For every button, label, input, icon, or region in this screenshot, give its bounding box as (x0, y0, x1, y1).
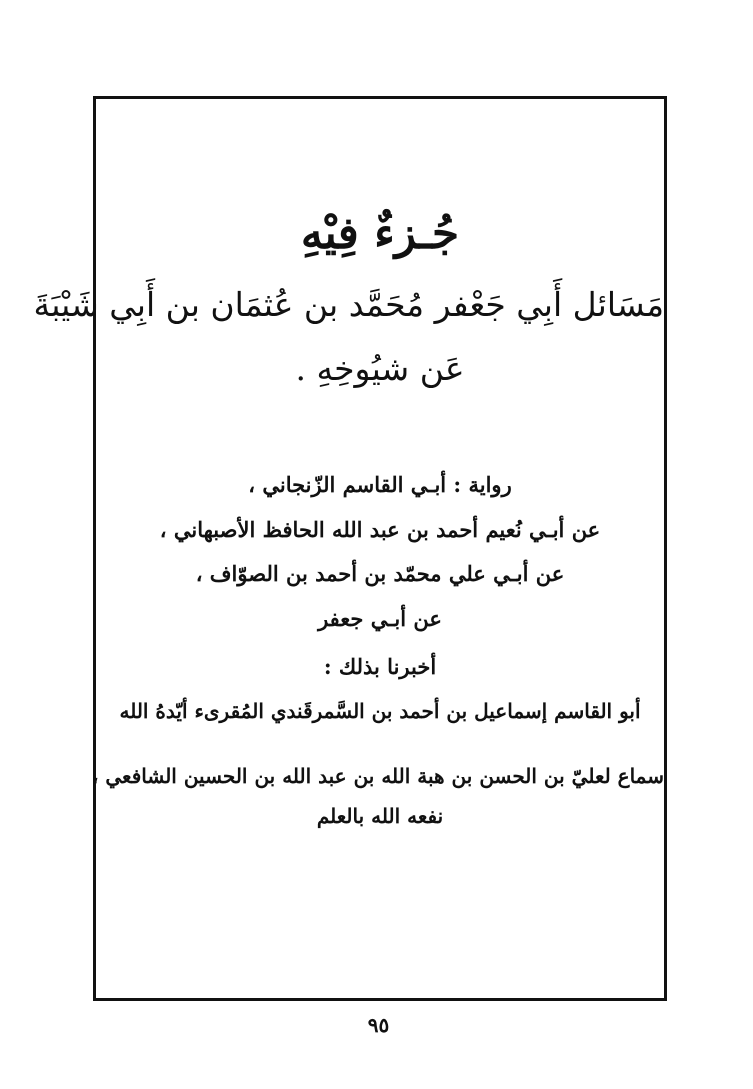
narration-line-3: عن أبـي علي محمّد بن أحمد بن الصوّاف ، (195, 561, 565, 586)
narration-line-5: أخبرنا بذلك : (323, 654, 437, 679)
document-title: جُـزءٌ فِيْهِ (300, 208, 460, 259)
page-number: ٩٥ (367, 1013, 390, 1037)
narration-line-2: عن أبـي نُعيم أحمد بن عبد الله الحافظ الأصبهاني ، (159, 517, 601, 542)
audition-note-line-1: سماع لعليّ بن الحسن بن هبة الله بن عبد الله بن الحسين الشافعي ، (91, 764, 664, 788)
narration-line-6: أبو القاسم إسماعيل بن أحمد بن السَّمرقَندي المُقرىء أيّدهُ الله (119, 699, 641, 723)
narration-line-4: عن أبـي جعفر (318, 606, 442, 631)
narration-line-1: رواية : أبـي القاسم الزّنجاني ، (248, 472, 512, 497)
audition-note-line-2: نفعه الله بالعلم (316, 804, 444, 828)
document-subtitle-line-1: مَسَائل أَبِي جَعْفر مُحَمَّد بن عُثمَان بن أَبِي شَيْبَةَ (33, 285, 664, 324)
document-subtitle-line-2: عَن شيُوخِهِ . (295, 349, 465, 388)
